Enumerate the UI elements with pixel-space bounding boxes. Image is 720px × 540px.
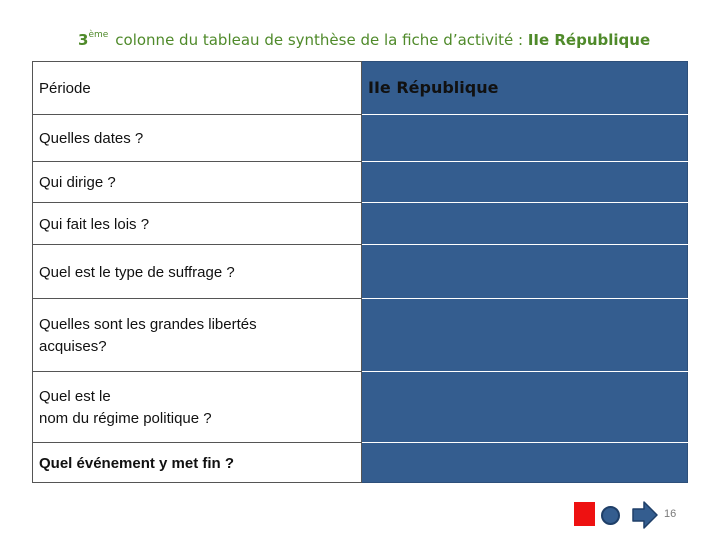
title-number: 3 [78, 31, 89, 49]
table-row [33, 245, 688, 299]
header-answer-cell [362, 62, 688, 115]
title-main: colonne du tableau de synthèse de la fiche d’activité : [115, 31, 528, 49]
answer-cell-dates[interactable] [362, 115, 688, 162]
answer-cell-regime[interactable] [362, 372, 688, 443]
header-republic: IIe République [368, 78, 499, 97]
question-end-event: Quel événement y met fin ? [33, 443, 362, 483]
question-liberties-line-1: Quelles sont les grandes libertés [39, 316, 257, 333]
synthesis-table [32, 61, 688, 483]
title-republic: IIe République [527, 31, 651, 49]
page-number: 16 [664, 508, 677, 520]
table-row [33, 299, 688, 372]
question-regime-line-1: Quel est le [39, 388, 111, 405]
answer-cell-laws[interactable] [362, 203, 688, 245]
table-row [33, 372, 688, 443]
table-row [33, 203, 688, 245]
question-liberties [33, 299, 362, 372]
question-regime [33, 372, 362, 443]
table-row [33, 443, 688, 483]
header-period: Période [33, 62, 362, 115]
blue-right-arrow-icon[interactable] [632, 500, 658, 530]
table-row [33, 162, 688, 203]
red-square-icon[interactable] [574, 502, 595, 526]
question-liberties-line-2: acquises? [39, 338, 107, 355]
table-row [33, 115, 688, 162]
question-who-leads: Qui dirige ? [33, 162, 362, 203]
answer-cell-liberties[interactable] [362, 299, 688, 372]
question-regime-line-2: nom du régime politique ? [39, 410, 212, 427]
slide-title [78, 30, 650, 49]
question-suffrage: Quel est le type de suffrage ? [33, 245, 362, 299]
blue-circle-icon[interactable] [601, 506, 620, 525]
question-dates: Quelles dates ? [33, 115, 362, 162]
answer-cell-end-event[interactable] [362, 443, 688, 483]
question-laws: Qui fait les lois ? [33, 203, 362, 245]
answer-cell-who-leads[interactable] [362, 162, 688, 203]
answer-cell-suffrage[interactable] [362, 245, 688, 299]
title-superscript: ème [88, 30, 109, 40]
table-row [33, 62, 688, 115]
